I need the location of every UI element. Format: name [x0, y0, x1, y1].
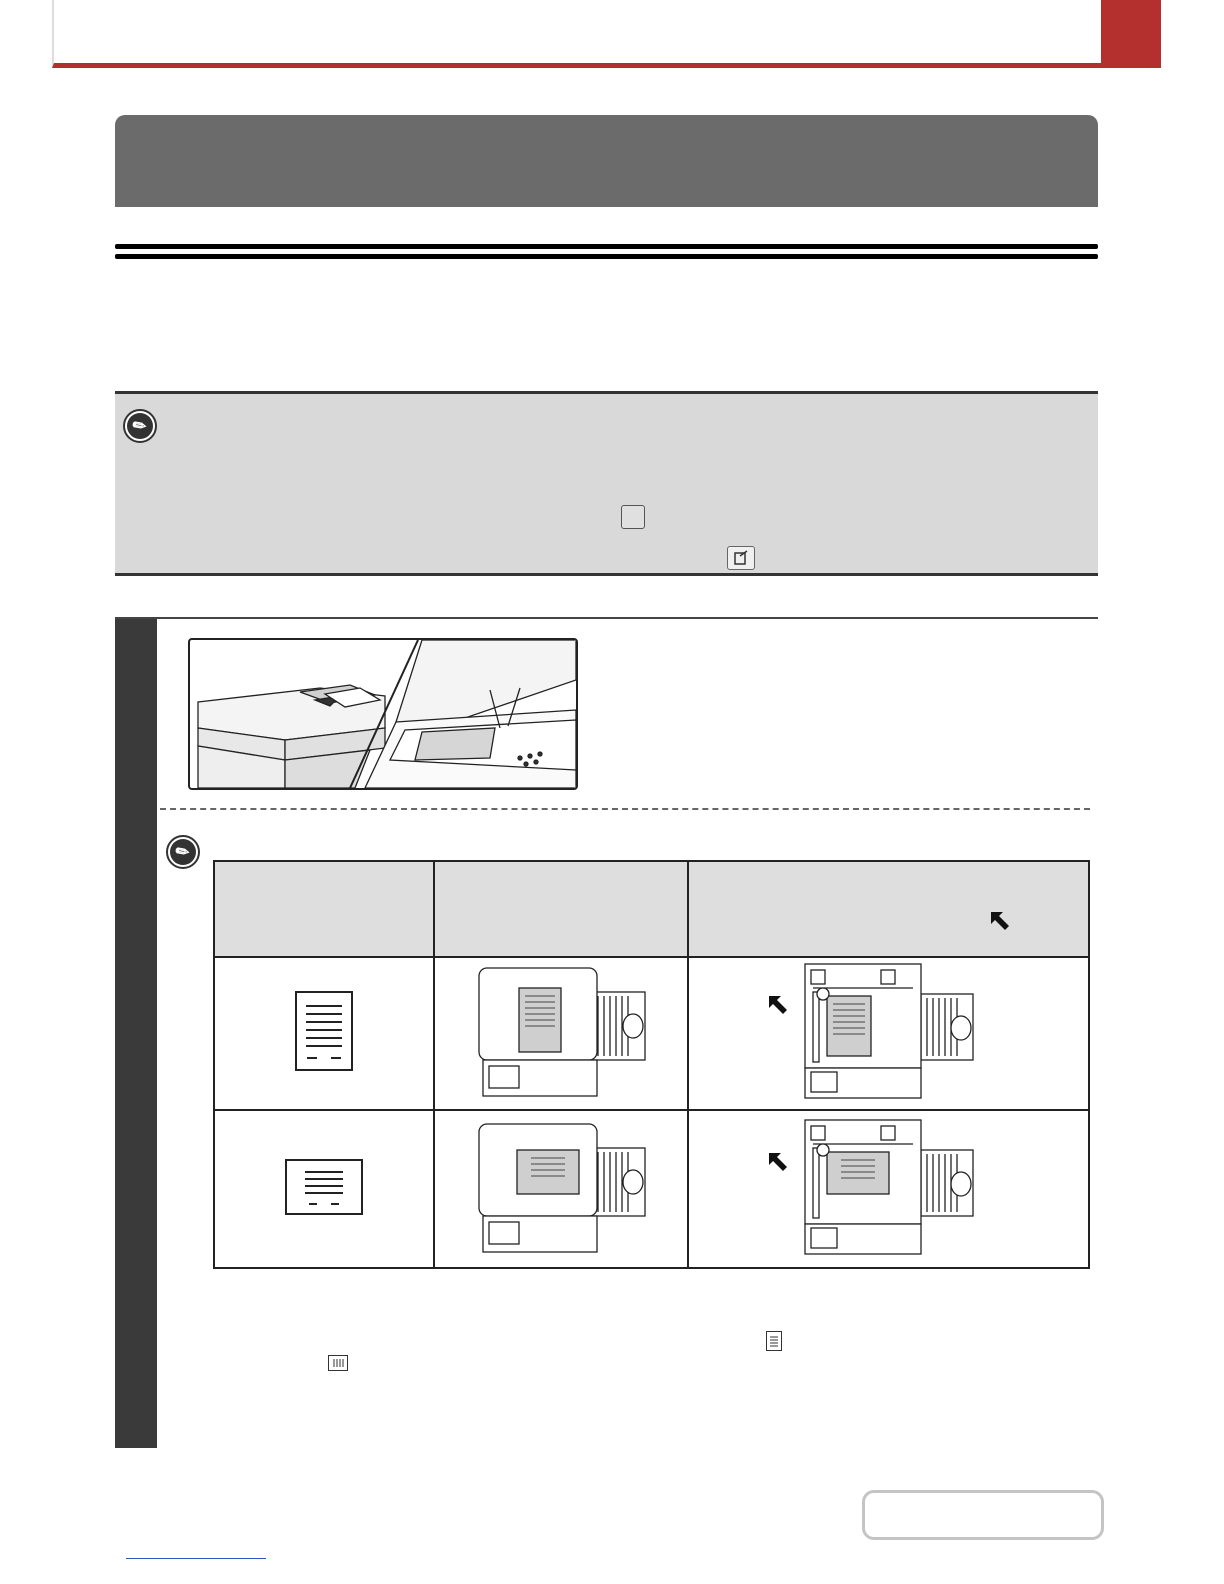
header-cell-original [214, 861, 434, 957]
portrait-original-cell [214, 957, 434, 1110]
glass-portrait-illustration [801, 962, 977, 1100]
feeder-landscape-illustration [473, 1120, 649, 1254]
contents-button[interactable] [862, 1490, 1104, 1540]
heading-rule-bottom [115, 254, 1098, 259]
key-square-icon [621, 505, 645, 529]
chapter-tab[interactable] [1101, 0, 1161, 68]
feeder-portrait-illustration [473, 964, 649, 1098]
pencil-note-icon: ✎ [123, 409, 157, 443]
arrow-pointer-icon [767, 1151, 789, 1173]
header-bar [52, 0, 1160, 68]
note-box [115, 391, 1098, 576]
table-header-row [214, 861, 1089, 957]
step-note-divider [160, 808, 1090, 810]
landscape-feeder-cell [434, 1110, 688, 1268]
footer-link[interactable] [126, 1558, 266, 1559]
section-title-band [115, 115, 1098, 207]
landscape-document-icon [285, 1159, 363, 1215]
landscape-glass-cell [688, 1110, 1089, 1268]
landscape-original-cell [214, 1110, 434, 1268]
table-row [214, 1110, 1089, 1268]
arrow-pointer-icon [767, 994, 789, 1016]
step-separator [115, 617, 1098, 619]
heading-rule-top [115, 244, 1098, 249]
portrait-feeder-cell [434, 957, 688, 1110]
portrait-document-icon [766, 1331, 782, 1351]
table-row [214, 957, 1089, 1110]
glass-landscape-illustration [801, 1118, 977, 1256]
portrait-document-icon [295, 991, 353, 1071]
orientation-table [213, 860, 1090, 1269]
pencil-note-icon: ✎ [166, 835, 200, 869]
header-cell-glass [688, 861, 1089, 957]
step-number-bar [115, 619, 157, 1448]
landscape-document-icon [328, 1355, 348, 1371]
arrow-pointer-icon [989, 910, 1011, 932]
document-placement-illustration [188, 638, 578, 790]
settings-key-icon [727, 546, 755, 570]
header-cell-feeder [434, 861, 688, 957]
portrait-glass-cell [688, 957, 1089, 1110]
